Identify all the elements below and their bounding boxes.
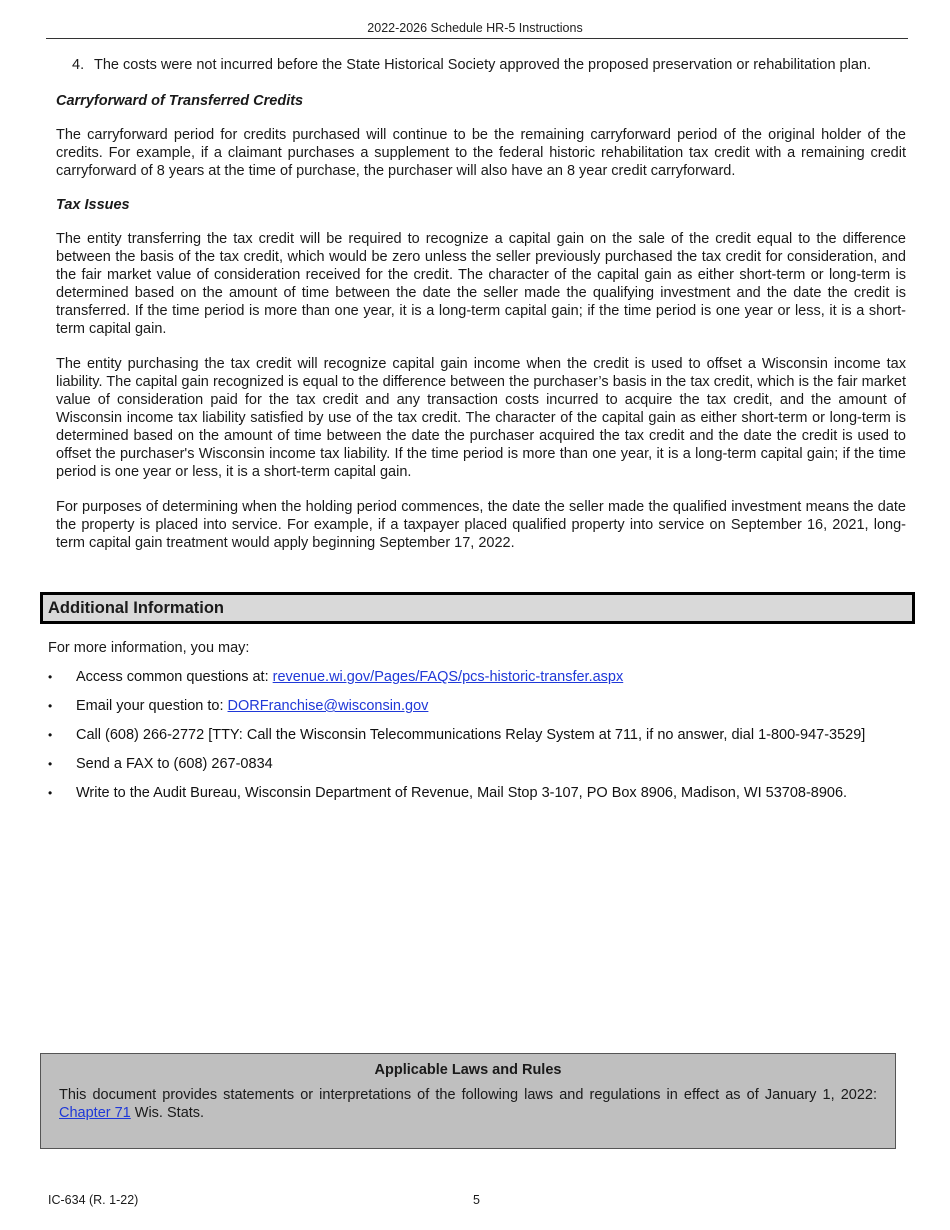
bullet-icon: • bbox=[48, 699, 53, 713]
bullet-icon: • bbox=[48, 757, 53, 771]
faq-link[interactable]: revenue.wi.gov/Pages/FAQS/pcs-historic-transfer.aspx bbox=[272, 669, 624, 685]
email-question-text: Email your question to: bbox=[76, 698, 228, 714]
form-id: IC-634 (R. 1-22) bbox=[48, 1193, 139, 1207]
laws-text bbox=[59, 1086, 877, 1122]
email-link[interactable]: DORFranchise@wisconsin.gov bbox=[227, 698, 429, 714]
bullet-icon: • bbox=[48, 786, 53, 800]
carryforward-heading: Carryforward of Transferred Credits bbox=[56, 93, 304, 109]
header-divider bbox=[46, 38, 908, 39]
fax-text: Send a FAX to (608) 267-0834 bbox=[76, 756, 273, 772]
list-item bbox=[48, 784, 908, 802]
info-intro: For more information, you may: bbox=[48, 640, 250, 656]
applicable-laws-box bbox=[40, 1053, 896, 1149]
tax-issues-paragraph-1: The entity transferring the tax credit will be required to recognize a capital gain on the sale of the credit equal to the difference between the basis of the tax credit, which would be zero unless the seller previously purchased the tax credit for consideration, and the fair market value of consideration received for the credit. The character of the capital gain as either short-term or long-term is determined based on the amount of time between the date the seller made the qualifying investment and the date the credit is transferred. If the time period is more than one year, it is a long-term capital gain; if the time period is one year or less, it is a short-term capital gain. bbox=[56, 231, 906, 337]
numbered-list-item bbox=[72, 56, 906, 74]
carryforward-paragraph: The carryforward period for credits purchased will continue to be the remaining carryforward period of the original holder of the credits. For example, if a claimant purchases a supplement to the federal historic rehabilitation tax credit with a remaining credit carryforward of 8 years at the time of purchase, the purchaser will also have an 8 year credit carryforward. bbox=[56, 127, 906, 179]
call-text: Call (608) 266-2772 [TTY: Call the Wisconsin Telecommunications Relay System at 711, if no answer, dial 1-800-947-3529] bbox=[76, 727, 866, 743]
list-item-number: 4. bbox=[72, 57, 85, 73]
tax-issues-paragraph-3: For purposes of determining when the holding period commences, the date the seller made the qualified investment means the date the property is placed into service. For example, if a taxpayer placed qualified property into service on September 16, 2021, long-term capital gain treatment would apply beginning September 17, 2022. bbox=[56, 499, 906, 551]
additional-information-heading: Additional Information bbox=[40, 592, 915, 624]
contact-options-list bbox=[48, 668, 908, 802]
bullet-icon: • bbox=[48, 728, 53, 742]
list-item bbox=[48, 668, 908, 686]
additional-information-section bbox=[48, 640, 908, 813]
page-number: 5 bbox=[473, 1193, 480, 1207]
list-item bbox=[48, 755, 908, 773]
page-header-title: 2022-2026 Schedule HR-5 Instructions bbox=[367, 21, 583, 35]
bullet-icon: • bbox=[48, 670, 53, 684]
laws-title: Applicable Laws and Rules bbox=[374, 1062, 562, 1078]
list-item bbox=[48, 726, 908, 744]
list-item-text: The costs were not incurred before the State Historical Society approved the proposed preservation or rehabilitation plan. bbox=[94, 57, 871, 73]
tax-issues-paragraph-2: The entity purchasing the tax credit will recognize capital gain income when the credit is used to offset a Wisconsin income tax liability. The capital gain recognized is equal to the difference between the purchaser’s basis in the tax credit, which is the fair market value of consideration paid for the tax credit and any transaction costs incurred to acquire the tax credit, and the amount of Wisconsin income tax liability satisfied by use of the tax credit. The character of the capital gain as either short-term or long-term is determined based on the amount of time between the date the purchaser acquired the tax credit and the date the credit is used to offset the purchaser's Wisconsin income tax liability. If the time period is more than one year, it is a long-term capital gain; if the time period is one year or less, it is a short-term capital gain. bbox=[56, 356, 906, 480]
list-item bbox=[48, 697, 908, 715]
access-questions-text: Access common questions at: bbox=[76, 669, 273, 685]
chapter-71-link[interactable]: Chapter 71 bbox=[59, 1105, 131, 1121]
tax-issues-heading: Tax Issues bbox=[56, 197, 130, 213]
write-text: Write to the Audit Bureau, Wisconsin Department of Revenue, Mail Stop 3-107, PO Box 8906, Madison, WI 53708-8906. bbox=[76, 785, 848, 801]
laws-text-prefix: This document provides statements or interpretations of the following laws and regulations in effect as of January 1, 2022: bbox=[59, 1087, 877, 1103]
laws-text-suffix: Wis. Stats. bbox=[130, 1105, 205, 1121]
main-content bbox=[56, 56, 906, 569]
